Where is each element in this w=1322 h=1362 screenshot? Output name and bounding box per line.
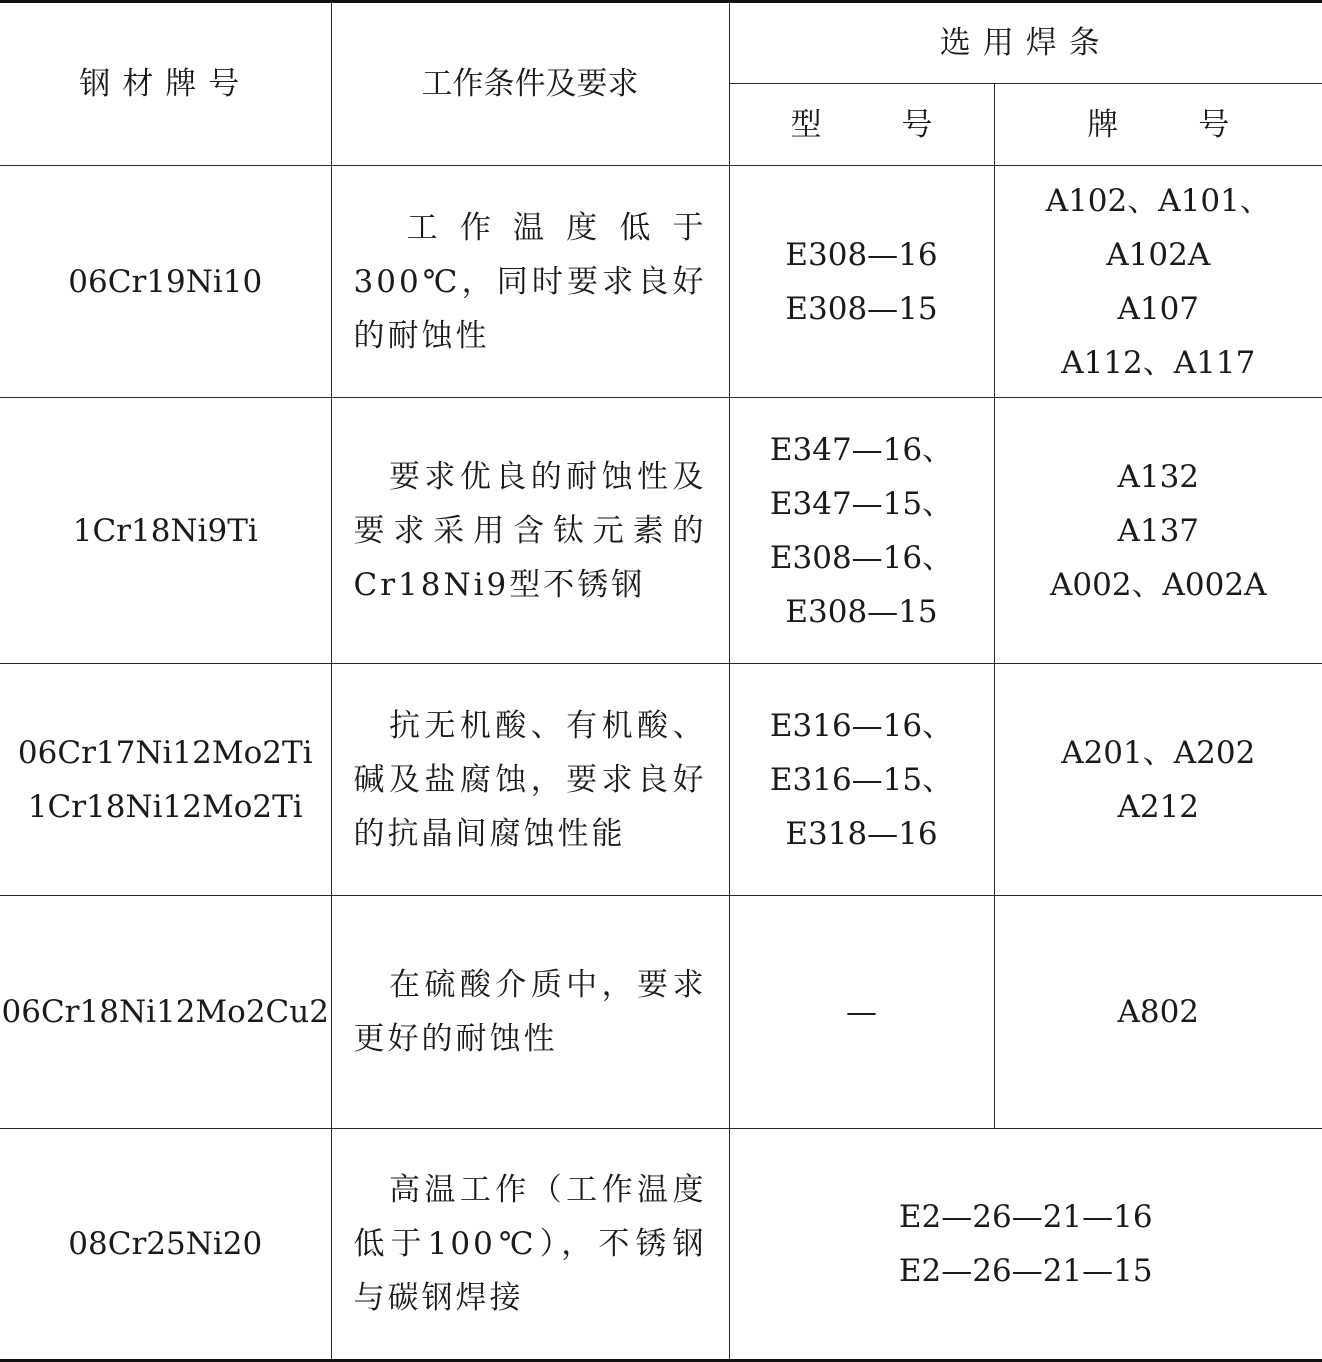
header-conditions: 工作条件及要求 <box>331 2 729 166</box>
table-row <box>0 398 1322 663</box>
table-row <box>0 896 1322 1128</box>
brand-cell: A132 A137 A002、A002A <box>994 398 1322 663</box>
model-cell: — <box>729 896 994 1128</box>
table-row <box>0 166 1322 398</box>
steel-grade-cell: 06Cr19Ni10 <box>0 166 331 398</box>
model-cell: E347—16、 E347—15、 E308—16、 E308—15 <box>729 398 994 663</box>
header-electrode: 选用焊条 <box>729 2 1322 84</box>
brand-cell: A102、A101、A102A A107 A112、A117 <box>994 166 1322 398</box>
steel-grade-cell: 1Cr18Ni9Ti <box>0 398 331 663</box>
steel-grade-cell: 06Cr18Ni12Mo2Cu2 <box>0 896 331 1128</box>
condition-cell: 要求优良的耐蚀性及要求采用含钛元素的Cr18Ni9型不锈钢 <box>331 398 729 663</box>
steel-grade-cell: 06Cr17Ni12Mo2Ti 1Cr18Ni12Mo2Ti <box>0 663 331 895</box>
header-steel-grade: 钢材牌号 <box>0 2 331 166</box>
header-model: 型 号 <box>729 84 994 166</box>
condition-cell: 高温工作（工作温度低于100℃），不锈钢与碳钢焊接 <box>331 1128 729 1360</box>
condition-cell: 抗无机酸、有机酸、碱及盐腐蚀，要求良好的抗晶间腐蚀性能 <box>331 663 729 895</box>
table-row <box>0 1128 1322 1360</box>
brand-cell: A201、A202 A212 <box>994 663 1322 895</box>
brand-cell: A802 <box>994 896 1322 1128</box>
condition-cell: 工作温度低于300℃，同时要求良好的耐蚀性 <box>331 166 729 398</box>
steel-grade-cell: 08Cr25Ni20 <box>0 1128 331 1360</box>
merged-electrode-cell: E2—26—21—16 E2—26—21—15 <box>729 1128 1322 1360</box>
condition-cell: 在硫酸介质中，要求更好的耐蚀性 <box>331 896 729 1128</box>
model-cell: E316—16、 E316—15、 E318—16 <box>729 663 994 895</box>
table-row <box>0 663 1322 895</box>
header-brand: 牌 号 <box>994 84 1322 166</box>
model-cell: E308—16 E308—15 <box>729 166 994 398</box>
